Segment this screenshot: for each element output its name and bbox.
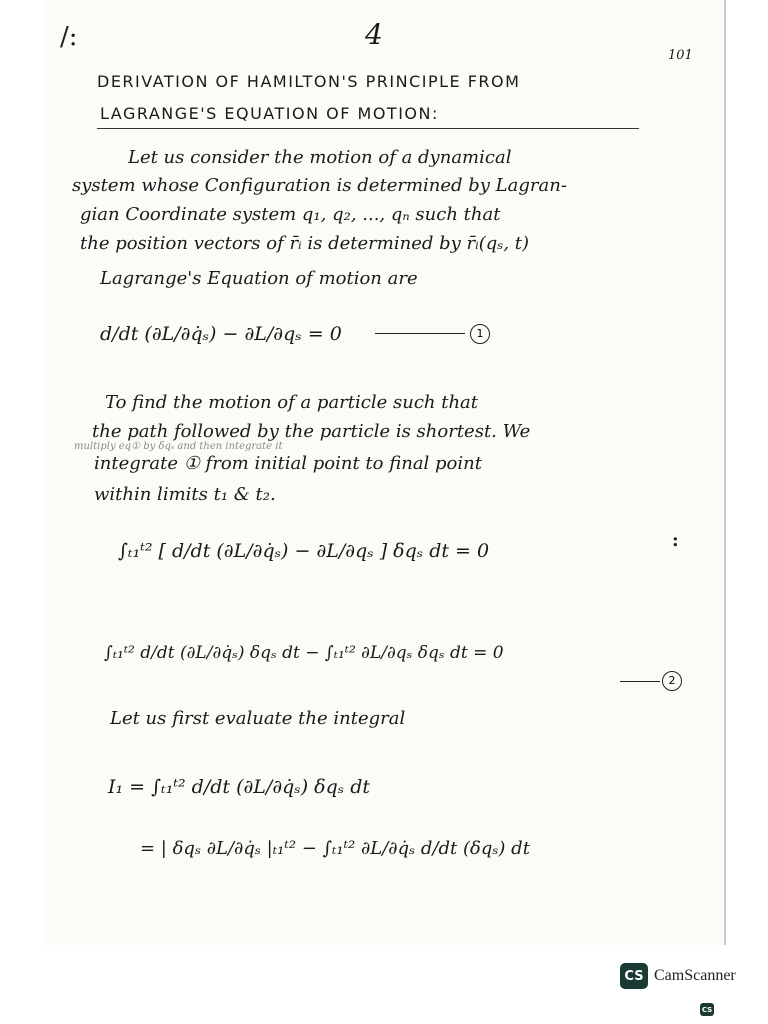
title-line-2: LAGRANGE'S EQUATION OF MOTION:	[100, 104, 439, 123]
equation-1: d/dt (∂L/∂q̇ₛ) − ∂L/∂qₛ = 0	[100, 323, 342, 345]
para1-line4: the position vectors of r̄ᵢ is determined by r̄ᵢ(qₛ, t)	[80, 233, 530, 254]
camscanner-name: CamScanner	[654, 967, 736, 984]
title-underline	[97, 128, 639, 129]
equation-1-tag: 1	[470, 324, 490, 344]
equation-2b: ∫ₜ₁ᵗ² d/dt (∂L/∂q̇ₛ) δqₛ dt − ∫ₜ₁ᵗ² ∂L/∂qₛ δqₛ dt = 0	[104, 643, 504, 663]
para2-line1: To find the motion of a particle such that	[105, 392, 479, 413]
para1-line1: Let us consider the motion of a dynamical	[128, 147, 512, 168]
equation-3: I₁ = ∫ₜ₁ᵗ² d/dt (∂L/∂q̇ₛ) δqₛ dt	[108, 776, 371, 798]
para2-line4: within limits t₁ & t₂.	[94, 484, 276, 505]
para2-line2: the path followed by the particle is shortest. We	[92, 421, 531, 442]
para1-line3: gian Coordinate system q₁, q₂, ..., qₙ such that	[80, 204, 501, 225]
para1-line5: Lagrange's Equation of motion are	[100, 268, 418, 289]
equation-2-tag: 2	[662, 671, 682, 691]
para1-line2: system whose Configuration is determined by Lagran-	[72, 175, 567, 196]
page-number: 4	[365, 18, 383, 51]
page-reference: 101	[668, 48, 693, 63]
corner-mark: /:	[60, 22, 78, 52]
camscanner-badge-icon: CS	[620, 963, 648, 989]
margin-dots: :	[672, 530, 679, 551]
equation-2a: ∫ₜ₁ᵗ² [ d/dt (∂L/∂q̇ₛ) − ∂L/∂qₛ ] δqₛ dt = 0	[118, 540, 490, 562]
equation-2-leader	[620, 681, 660, 682]
para3: Let us first evaluate the integral	[110, 708, 406, 729]
faint-margin-note: multiply eq① by δqₛ and then integrate it	[74, 441, 283, 452]
camscanner-mini-icon: CS	[700, 1003, 714, 1016]
camscanner-logo	[620, 963, 736, 989]
para2-line3: integrate ① from initial point to final point	[94, 453, 482, 474]
equation-1-leader	[375, 333, 465, 334]
title-line-1: DERIVATION OF HAMILTON'S PRINCIPLE FROM	[97, 72, 521, 91]
equation-4: = | δqₛ ∂L/∂q̇ₛ |ₜ₁ᵗ² − ∫ₜ₁ᵗ² ∂L/∂q̇ₛ d/dt (δqₛ) dt	[140, 838, 530, 859]
